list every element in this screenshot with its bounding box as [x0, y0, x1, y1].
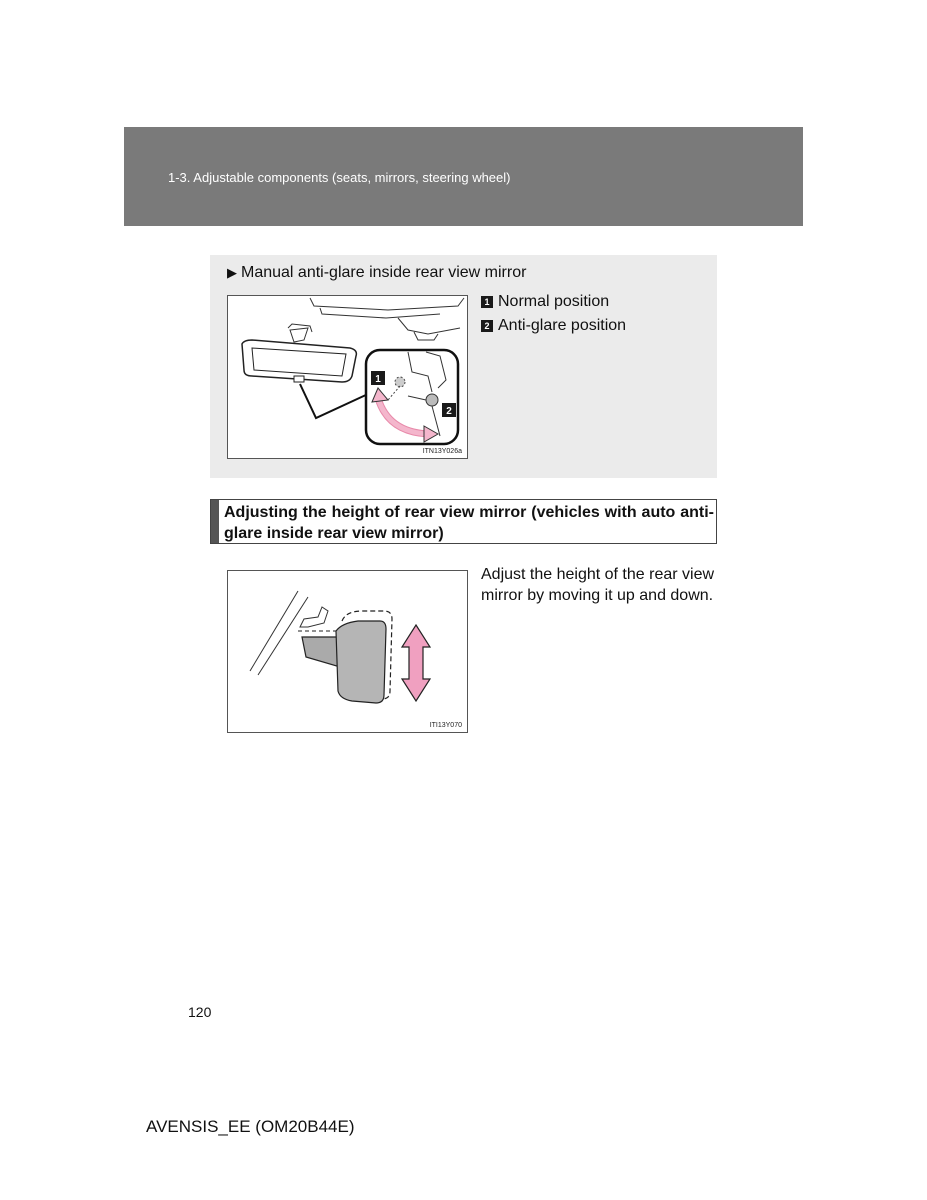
- callout-1: 1: [375, 374, 381, 385]
- manual-antiglare-heading-text: Manual anti-glare inside rear view mirror: [241, 264, 527, 281]
- number-badge: 1: [481, 296, 493, 308]
- position-item: [481, 314, 626, 338]
- height-instruction-text: Adjust the height of the rear view mirror by moving it up and down.: [481, 566, 715, 604]
- position-list: [481, 290, 626, 338]
- triangle-marker-icon: ▶: [227, 265, 237, 280]
- position-label: Normal position: [498, 293, 610, 310]
- manual-mirror-illustration: [227, 295, 468, 459]
- heading-bar: [211, 500, 219, 543]
- header-band: [124, 127, 803, 226]
- height-mirror-drawing: [228, 571, 467, 732]
- callout-2: 2: [446, 406, 452, 417]
- height-mirror-illustration: [227, 570, 468, 733]
- manual-mirror-drawing: [228, 296, 467, 458]
- height-section-heading: [210, 499, 717, 544]
- position-item: [481, 290, 626, 314]
- position-label: Anti-glare position: [498, 317, 627, 334]
- section-title: 1-3. Adjustable components (seats, mirrors, steering wheel): [168, 170, 511, 185]
- number-badge: 2: [481, 320, 493, 332]
- figure-code: ITI13Y070: [429, 722, 462, 729]
- model-code: AVENSIS_EE (OM20B44E): [146, 1117, 355, 1136]
- manual-antiglare-box: [210, 255, 717, 478]
- page-number: 120: [188, 1004, 212, 1020]
- figure-code: ITN13Y026a: [422, 448, 462, 455]
- manual-antiglare-heading: [227, 264, 526, 282]
- height-section-title: Adjusting the height of rear view mirror (vehicles with auto anti-glare inside rear view mirror): [224, 504, 714, 542]
